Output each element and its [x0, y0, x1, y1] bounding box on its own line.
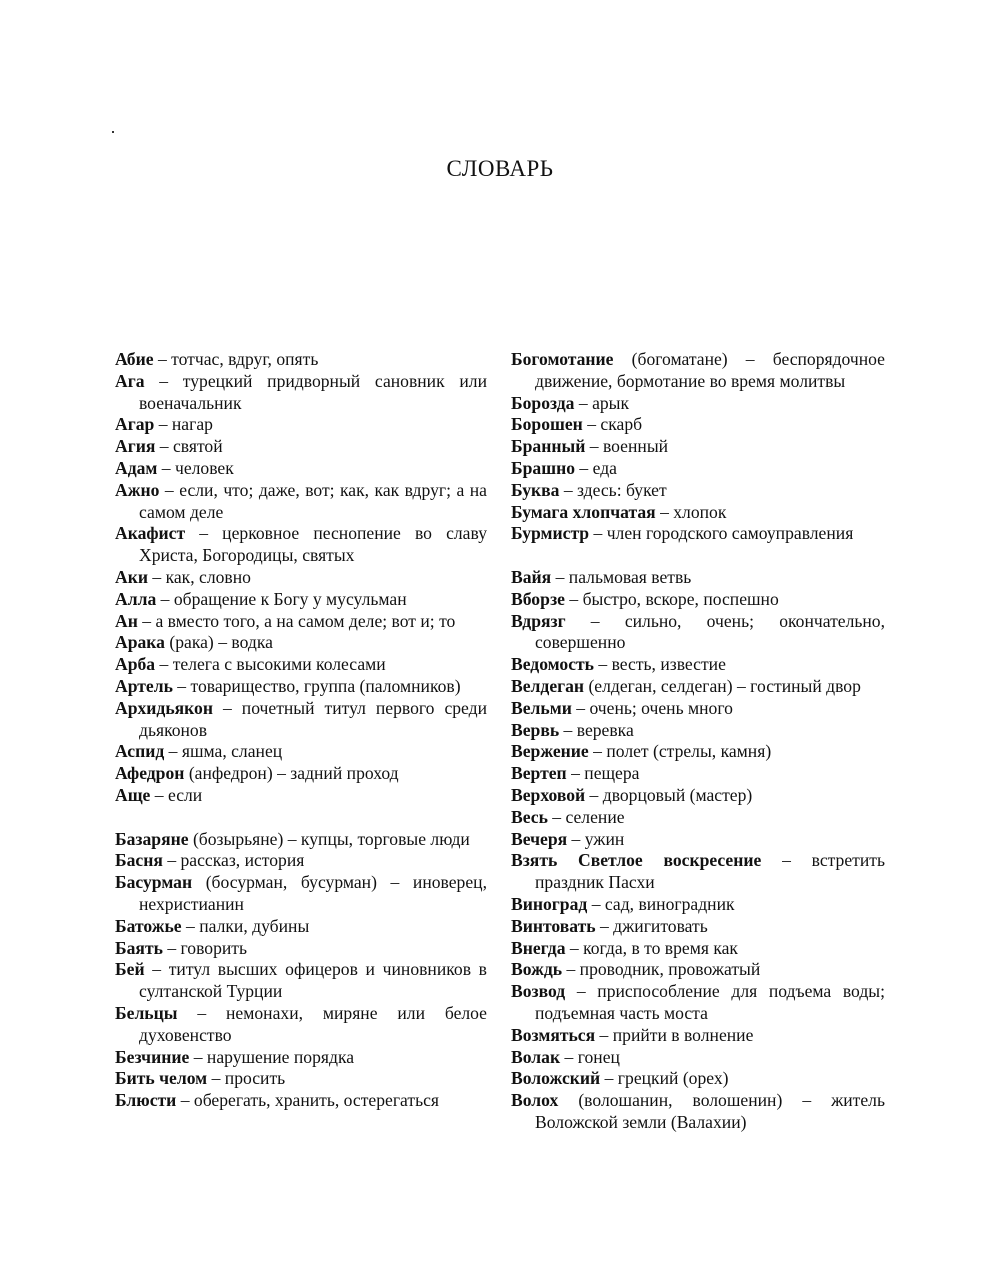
glossary-entry	[511, 436, 885, 458]
section-gap	[511, 545, 885, 567]
entry-definition: – военный	[589, 436, 669, 457]
entry-term: Агар	[115, 414, 155, 435]
entry-definition: – дворцовый (мастер)	[589, 784, 753, 805]
glossary-entry	[511, 349, 885, 393]
glossary-entry	[115, 436, 487, 458]
glossary-entry	[511, 785, 885, 807]
entry-definition: – веревка	[563, 719, 634, 740]
glossary-entry	[115, 829, 487, 851]
glossary-entry	[511, 611, 885, 655]
entry-definition: – житель Воложской земли (Валахии)	[535, 1090, 885, 1132]
glossary-entry	[115, 523, 487, 567]
entry-variant: (босурман, бусурман)	[205, 872, 377, 893]
entry-term: Ан	[115, 610, 138, 631]
entry-term: Бурмистр	[511, 523, 590, 544]
entry-definition: – пещера	[571, 763, 640, 784]
entry-term: Абие	[115, 349, 154, 369]
entry-term: Волак	[511, 1046, 561, 1067]
entry-definition: – здесь: букет	[563, 479, 667, 500]
glossary-entry	[511, 502, 885, 524]
entry-definition: – водка	[218, 632, 273, 653]
entry-term: Внегда	[511, 937, 566, 958]
entry-term: Агия	[115, 436, 156, 457]
entry-definition: – говорить	[167, 937, 247, 958]
glossary-entry	[115, 872, 487, 916]
entry-definition: – тотчас, вдруг, опять	[157, 349, 319, 369]
entry-term: Аспид	[115, 741, 165, 762]
entry-definition: – сильно, очень; окончательно, совершенно	[535, 610, 886, 653]
entry-term: Возвод	[511, 981, 566, 1002]
entry-term: Возмяться	[511, 1024, 596, 1045]
entry-definition: – ужин	[571, 828, 625, 849]
entry-definition: – турецкий придворный сановник или военачальник	[139, 370, 487, 413]
entry-definition: – иноверец, нехристианин	[139, 872, 487, 914]
entry-definition: – титул высших офицеров и чиновников в султанской Турции	[139, 959, 487, 1002]
entry-variant: (бозырьяне)	[192, 828, 284, 849]
entry-term: Алла	[115, 588, 157, 609]
glossary-entry	[511, 676, 885, 698]
entry-definition: – святой	[159, 436, 223, 457]
entry-definition: – приспособление для подъема воды; подъемная часть моста	[535, 981, 886, 1023]
entry-term: Вайя	[511, 566, 552, 587]
entry-term: Батожье	[115, 915, 182, 936]
entry-term: Весь	[511, 806, 548, 827]
glossary-entry	[511, 654, 885, 676]
entry-term: Бранный	[511, 436, 586, 457]
entry-definition: – человек	[161, 457, 234, 478]
entry-definition: – купцы, торговые люди	[287, 828, 470, 849]
entry-term: Акафист	[115, 523, 186, 544]
entry-definition: – если	[154, 784, 203, 805]
entry-definition: – скарб	[587, 414, 643, 435]
glossary-entry	[511, 829, 885, 851]
entry-definition: – яшма, сланец	[168, 741, 283, 762]
entry-term: Вечеря	[511, 828, 568, 849]
entry-definition: – джигитовать	[599, 915, 708, 936]
entry-definition: – селение	[552, 806, 625, 827]
entry-term: Взять Светлое воскресение	[511, 850, 762, 871]
glossary-entry	[115, 1090, 487, 1112]
glossary-entry	[511, 741, 885, 763]
entry-definition: – телега с высокими колесами	[159, 654, 386, 675]
entry-definition: – а вместо того, а на самом деле; вот и; то	[142, 610, 456, 631]
entry-term: Вержение	[511, 741, 589, 762]
glossary-entry	[511, 807, 885, 829]
entry-definition: – нарушение порядка	[193, 1046, 355, 1067]
glossary-entry	[511, 393, 885, 415]
entry-term: Вервь	[511, 719, 560, 740]
entry-term: Борозда	[511, 392, 575, 413]
entry-definition: – палки, дубины	[186, 915, 310, 936]
glossary-entry	[115, 1047, 487, 1069]
entry-definition: – пальмовая ветвь	[555, 566, 692, 587]
glossary-entry	[511, 916, 885, 938]
entry-definition: – прийти в волнение	[599, 1024, 754, 1045]
entry-term: Вельми	[511, 697, 572, 718]
glossary-entry	[511, 938, 885, 960]
glossary-entry	[115, 916, 487, 938]
entry-variant: (богоматане)	[631, 349, 728, 369]
entry-term: Аще	[115, 784, 151, 805]
glossary-entry	[115, 349, 487, 371]
glossary-entry	[115, 567, 487, 589]
glossary-entry	[511, 589, 885, 611]
entry-term: Безчиние	[115, 1046, 190, 1067]
glossary-entry	[115, 589, 487, 611]
glossary-entry	[115, 1068, 487, 1090]
entry-definition: – еда	[579, 457, 617, 478]
entry-definition: – встретить праздник Пасхи	[535, 850, 885, 893]
entry-term: Вертеп	[511, 763, 567, 784]
glossary-entry	[115, 1003, 487, 1047]
entry-term: Вборзе	[511, 588, 565, 609]
entry-term: Ажно	[115, 479, 160, 500]
entry-definition: – очень; очень много	[576, 697, 733, 718]
entry-term: Винтовать	[511, 915, 596, 936]
glossary-entry	[115, 414, 487, 436]
entry-term: Басурман	[115, 872, 193, 893]
glossary-entry	[511, 1090, 885, 1134]
entry-variant: (анфедрон)	[188, 763, 273, 784]
glossary-entry	[115, 698, 487, 742]
entry-definition: – полет (стрелы, камня)	[593, 741, 772, 762]
entry-definition: – арык	[578, 392, 630, 413]
entry-term: Аки	[115, 566, 148, 587]
entry-definition: – церковное песнопение во славу Христа, Богородицы, святых	[139, 523, 487, 566]
glossary-entry	[115, 654, 487, 676]
glossary-entry	[511, 567, 885, 589]
entry-term: Борошен	[511, 414, 583, 435]
entry-definition: – товарищество, группа (паломников)	[177, 675, 461, 696]
entry-term: Баять	[115, 937, 163, 958]
glossary-entry	[115, 371, 487, 415]
entry-definition: – немонахи, миряне или белое духовенство	[139, 1002, 487, 1045]
entry-definition: – беспорядочное движение, бормотание во время молитвы	[535, 349, 885, 391]
entry-definition: – хлопок	[660, 501, 727, 522]
entry-term: Бумага хлопчатая	[511, 501, 656, 522]
glossary-left-column	[115, 349, 487, 1112]
glossary-entry	[511, 894, 885, 916]
speck-mark	[112, 131, 114, 133]
entry-term: Брашно	[511, 457, 576, 478]
glossary-right-column	[511, 349, 885, 1134]
glossary-entry	[511, 458, 885, 480]
entry-term: Велдеган	[511, 675, 585, 696]
entry-term: Вдрязг	[511, 610, 566, 631]
entry-term: Блюсти	[115, 1090, 177, 1111]
entry-definition: – просить	[211, 1068, 286, 1089]
glossary-entry	[115, 959, 487, 1003]
entry-term: Арака	[115, 632, 165, 653]
glossary-entry	[115, 850, 487, 872]
entry-term: Виноград	[511, 893, 588, 914]
glossary-entry	[511, 720, 885, 742]
entry-definition: – гостиный двор	[736, 675, 861, 696]
entry-term: Верховой	[511, 784, 586, 805]
glossary-entry	[511, 981, 885, 1025]
entry-term: Воложский	[511, 1068, 601, 1089]
glossary-entry	[511, 763, 885, 785]
entry-term: Афедрон	[115, 763, 185, 784]
glossary-entry	[115, 611, 487, 633]
entry-definition: – когда, в то время как	[569, 937, 738, 958]
entry-definition: – быстро, вскоре, поспешно	[569, 588, 779, 609]
entry-term: Басня	[115, 850, 163, 871]
glossary-entry	[115, 632, 487, 654]
glossary-entry	[511, 523, 885, 545]
entry-definition: – нагар	[158, 414, 213, 435]
entry-term: Ведомость	[511, 654, 594, 675]
entry-term: Базаряне	[115, 828, 189, 849]
glossary-entry	[511, 414, 885, 436]
entry-term: Волох	[511, 1090, 559, 1111]
glossary-entry	[511, 1025, 885, 1047]
entry-term: Бельцы	[115, 1002, 178, 1023]
entry-term: Богомотание	[511, 349, 614, 369]
entry-definition: – сад, виноградник	[591, 893, 735, 914]
glossary-entry	[511, 698, 885, 720]
glossary-entry	[511, 850, 885, 894]
entry-definition: – проводник, провожатый	[566, 959, 761, 980]
entry-term: Артель	[115, 675, 173, 696]
glossary-entry	[511, 1047, 885, 1069]
glossary-entry	[511, 1068, 885, 1090]
entry-variant: (елдеган, селдеган)	[588, 675, 733, 696]
entry-definition: – член городского самоуправления	[593, 523, 854, 544]
entry-term: Вождь	[511, 959, 563, 980]
entry-term: Буква	[511, 479, 560, 500]
entry-definition: – задний проход	[277, 763, 399, 784]
page-title: СЛОВАРЬ	[446, 156, 554, 181]
entry-term: Адам	[115, 457, 158, 478]
entry-definition: – оберегать, хранить, остерегаться	[180, 1090, 439, 1111]
glossary-entry	[511, 959, 885, 981]
entry-term: Бить челом	[115, 1068, 208, 1089]
glossary-entry	[115, 676, 487, 698]
entry-definition: – если, что; даже, вот; как, как вдруг; а на самом деле	[139, 479, 487, 522]
entry-term: Архидьякон	[115, 697, 213, 718]
entry-definition: – грецкий (орех)	[604, 1068, 729, 1089]
section-gap	[115, 807, 487, 829]
glossary-entry	[115, 785, 487, 807]
entry-definition: – рассказ, история	[167, 850, 305, 871]
entry-term: Ага	[115, 370, 145, 391]
glossary-entry	[115, 938, 487, 960]
entry-definition: – гонец	[564, 1046, 620, 1067]
entry-variant: (волошанин, волошенин)	[578, 1090, 783, 1111]
glossary-entry	[115, 458, 487, 480]
entry-variant: (рака)	[169, 632, 214, 653]
entry-definition: – как, словно	[152, 566, 251, 587]
entry-definition: – почетный титул первого среди дьяконов	[139, 697, 488, 740]
glossary-entry	[511, 480, 885, 502]
glossary-entry	[115, 741, 487, 763]
entry-term: Бей	[115, 959, 145, 980]
entry-definition: – обращение к Богу у мусульман	[160, 588, 407, 609]
glossary-entry	[115, 763, 487, 785]
entry-definition: – весть, известие	[598, 654, 726, 675]
entry-term: Арба	[115, 654, 156, 675]
glossary-entry	[115, 480, 487, 524]
